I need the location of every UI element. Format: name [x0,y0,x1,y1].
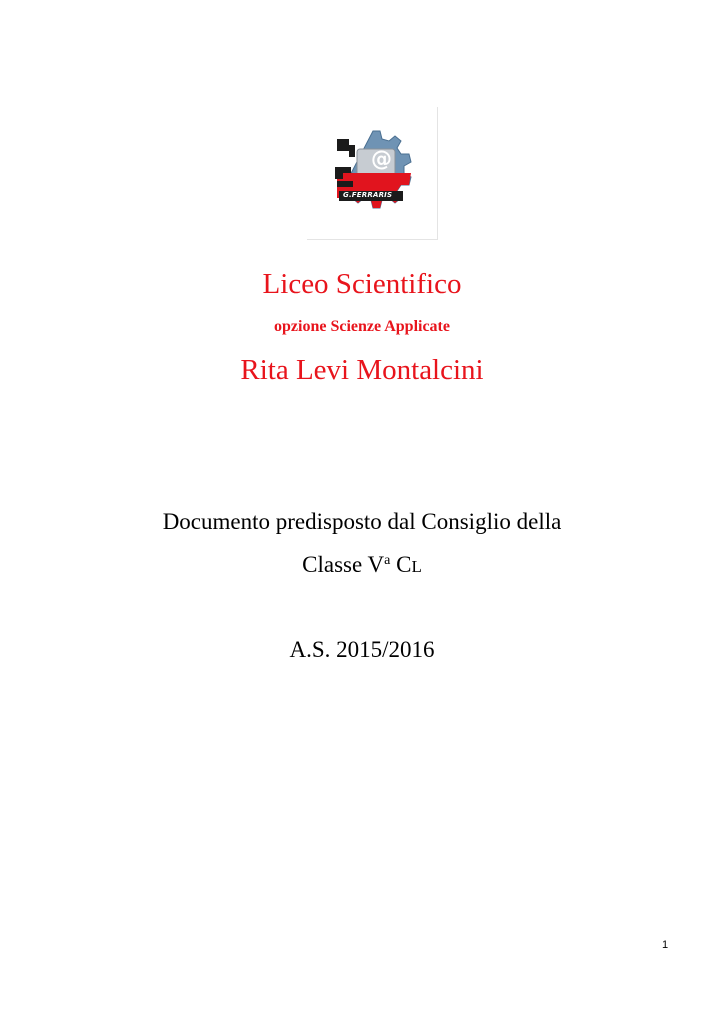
logo-symbol: @ [371,147,392,171]
school-year: A.S. 2015/2016 [289,637,435,662]
class-section-initial: C [396,552,412,577]
logo-text: G.FERRARIS [343,191,393,199]
school-logo [307,107,438,240]
g-ferraris-school-logo-icon [331,129,415,215]
document-title: Liceo Scientifico [262,268,462,300]
document-description: Documento predisposto dal Consiglio della [162,509,562,534]
document-subtitle: opzione Scienze Applicate [274,318,450,335]
class-section-rest: L [411,557,422,576]
class-prefix: Classe V [302,552,385,577]
class-label [0,552,724,578]
school-name: Rita Levi Montalcini [240,354,484,386]
page-number: 1 [662,939,669,951]
class-superscript: a [384,553,391,568]
